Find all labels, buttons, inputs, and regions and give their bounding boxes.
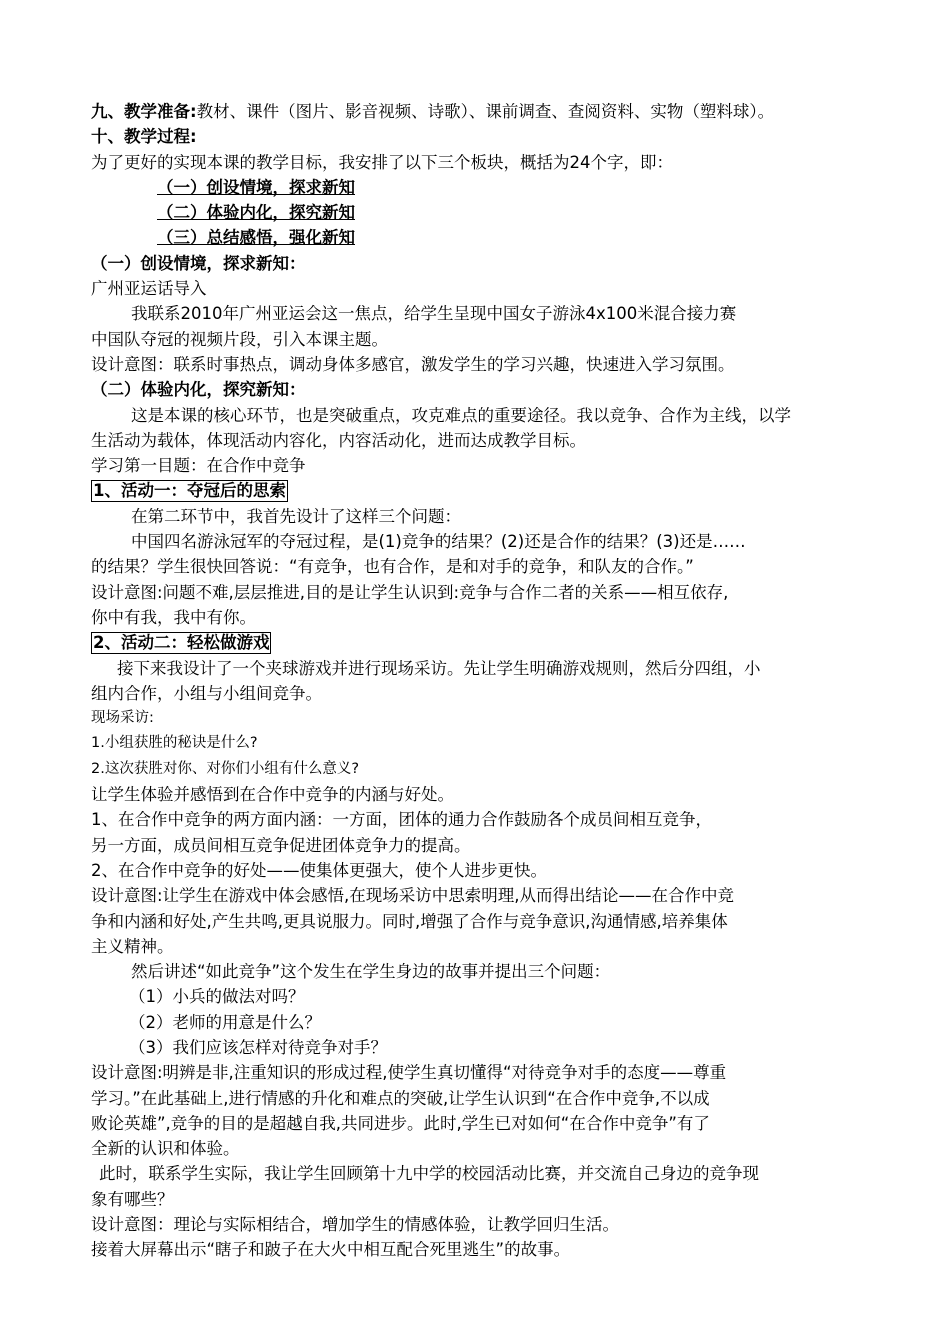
activity2-design-line1: 设计意图:让学生在游戏中体会感悟,在现场采访中思索明理,从而得出结论——在合作中竞: [91, 886, 735, 906]
link-design-intent: 设计意图：理论与实际相结合，增加学生的情感体验，让教学回归生活。: [91, 1215, 619, 1235]
story-design-line2: 学习。”在此基础上,进行情感的升化和难点的突破,让学生认识到“在合作中竞争,不以成: [91, 1088, 710, 1108]
block-heading-1: （一）创设情境，探求新知: [157, 177, 355, 197]
section-9-text: 教材、课件（图片、影音视频、诗歌）、课前调查、查阅资料、实物（塑料球）。: [196, 102, 775, 121]
point-1-line1: 1、在合作中竞争的两方面内涵：一方面，团体的通力合作鼓励各个成员间相互竞争，: [91, 810, 712, 830]
part2-paragraph-line1: 这是本课的核心环节，也是突破重点，攻克难点的重要途径。我以竞争、合作为主线，以学: [131, 405, 791, 425]
part1-heading: （一）创设情境，探求新知：: [91, 253, 306, 273]
story-design-line1: 设计意图:明辨是非,注重知识的形成过程,使学生真切懂得“对待竞争对手的态度——尊重: [91, 1063, 727, 1083]
section-9-label: 九、教学准备:: [91, 102, 197, 121]
activity2-title-row: [91, 630, 861, 655]
activity1-paragraph2-line2: 的结果？学生很快回答说：“有竞争，也有合作，是和对手的竞争，和队友的合作。”: [91, 557, 694, 577]
part1-paragraph-line1: 我联系2010年广州亚运会这一焦点，给学生呈现中国女子游泳4x100米混合接力赛: [131, 304, 737, 324]
topic-1: 学习第一目题：在合作中竞争: [91, 456, 306, 476]
part1-paragraph-line2: 中国队夺冠的视频片段，引入本课主题。: [91, 329, 388, 349]
activity2-paragraph1-line1: 接下来我设计了一个夹球游戏并进行现场采访。先让学生明确游戏规则，然后分四组，小: [117, 658, 761, 678]
activity1-design-line1: 设计意图:问题不难,层层推进,目的是让学生认识到:竞争与合作二者的关系——相互依存,: [91, 582, 729, 602]
story-intro: 然后讲述“如此竞争”这个发生在学生身边的故事并提出三个问题：: [131, 962, 611, 982]
activity1-title: 1、活动一：夺冠后的思索: [93, 481, 286, 501]
story-design-line3: 败论英雄”,竞争的目的是超越自我,共同进步。此时,学生已对如何“在合作中竞争”有了: [91, 1113, 710, 1133]
section-9: [91, 99, 861, 124]
story-question-3: （3）我们应该怎样对待竞争对手？: [129, 1037, 387, 1057]
part1-design-intent: 设计意图：联系时事热点，调动身体多感官，激发学生的学习兴趣，快速进入学习氛围。: [91, 354, 735, 374]
interview-question-2: 2.这次获胜对你、对你们小组有什么意义?: [91, 760, 360, 777]
part2-heading: （二）体验内化，探究新知：: [91, 380, 306, 400]
link-paragraph-line1: 此时，联系学生实际，我让学生回顾第十九中学的校园活动比赛，并交流自己身边的竞争现: [99, 1164, 759, 1184]
block-heading-2: （二）体验内化，探究新知: [157, 203, 355, 223]
activity1-paragraph1: 在第二环节中，我首先设计了这样三个问题：: [131, 506, 461, 526]
intro-paragraph: 为了更好的实现本课的教学目标，我安排了以下三个板块，概括为24个字，即：: [91, 152, 673, 172]
story-question-2: （2）老师的用意是什么？: [129, 1012, 321, 1032]
activity1-paragraph2-line1: 中国四名游泳冠军的夺冠过程，是(1)竞争的结果？(2)还是合作的结果？(3)还是……: [131, 532, 746, 552]
point-1-line2: 另一方面，成员间相互竞争促进团体竞争力的提高。: [91, 835, 471, 855]
part2-paragraph-line2: 生活动为载体，体现活动内容化，内容活动化，进而达成教学目标。: [91, 430, 586, 450]
block-heading-3: （三）总结感悟，强化新知: [157, 228, 355, 248]
story-design-line4: 全新的认识和体验。: [91, 1139, 240, 1159]
interview-label: 现场采访:: [91, 710, 154, 727]
activity1-design-line2: 你中有我，我中有你。: [91, 607, 256, 627]
interview-question-1: 1.小组获胜的秘诀是什么?: [91, 735, 258, 752]
activity1-title-row: [91, 478, 861, 503]
document-body: [91, 99, 861, 1263]
activity2-paragraph1-line2: 组内合作，小组与小组间竞争。: [91, 683, 322, 703]
activity2-title: 2、活动二：轻松做游戏: [93, 632, 270, 652]
story-question-1: （1）小兵的做法对吗？: [129, 987, 305, 1007]
final-paragraph: 接着大屏幕出示“瞎子和跛子在大火中相互配合死里逃生”的故事。: [91, 1240, 571, 1260]
activity2-design-line2: 争和内涵和好处,产生共鸣,更具说服力。同时,增强了合作与竞争意识,沟通情感,培养集体: [91, 911, 728, 931]
point-2: 2、在合作中竞争的好处——使集体更强大，使个人进步更快。: [91, 860, 547, 880]
part1-subtitle: 广州亚运话导入: [91, 279, 207, 299]
activity2-experience: 让学生体验并感悟到在合作中竞争的内涵与好处。: [91, 785, 454, 805]
activity2-design-line3: 主义精神。: [91, 936, 174, 956]
link-paragraph-line2: 象有哪些？: [91, 1189, 174, 1209]
section-10-label: 十、教学过程:: [91, 127, 197, 147]
